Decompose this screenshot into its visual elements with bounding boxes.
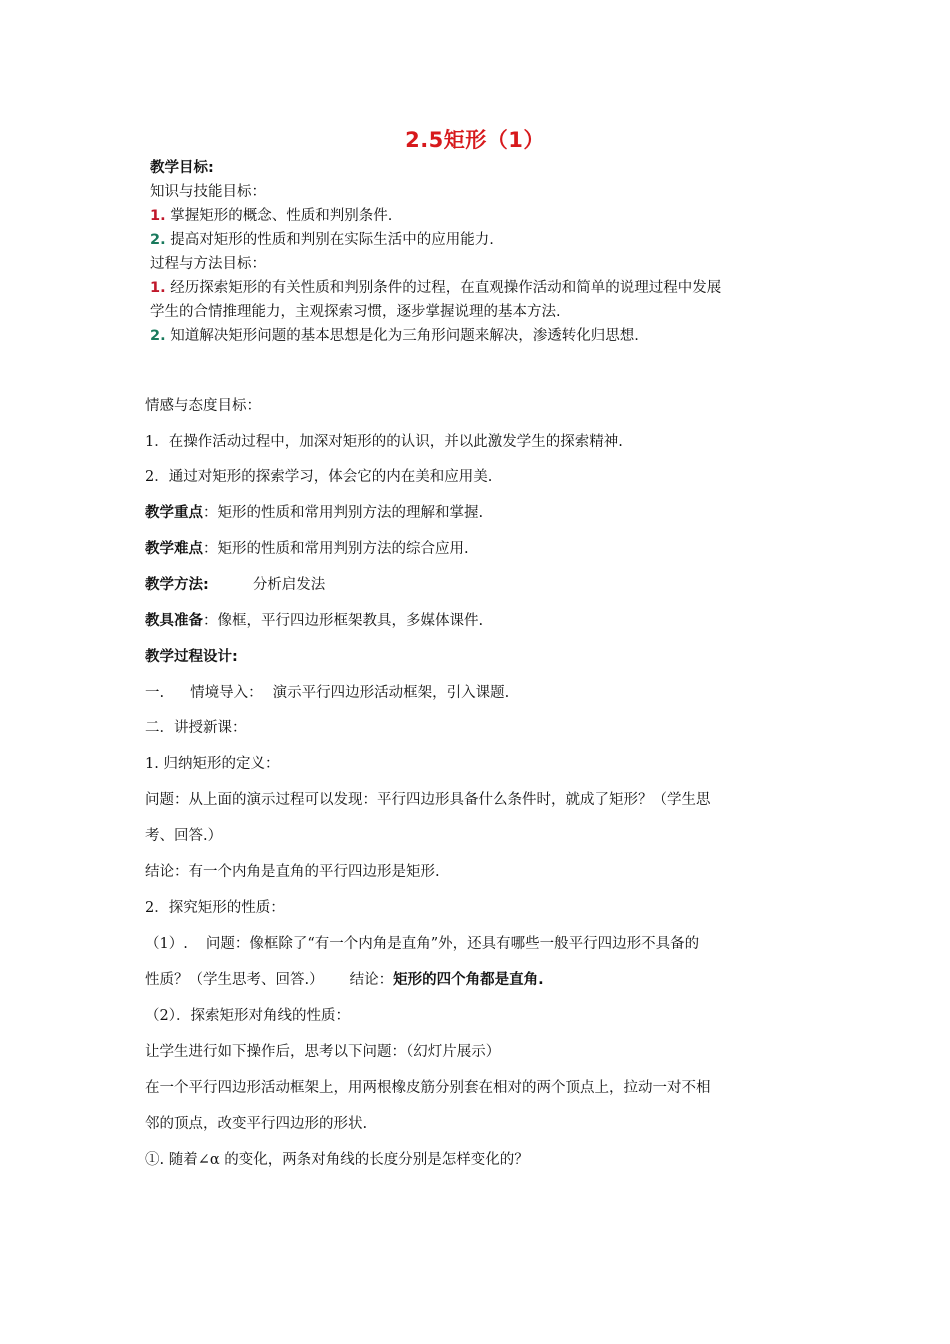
item-text: 知道解决矩形问题的基本思想是化为三角形问题来解决，渗透转化归思想. [170, 328, 639, 344]
property-1 [145, 932, 699, 953]
objectives-section [150, 156, 830, 348]
question-1: 问题：从上面的演示过程可以发现：平行四边形具备什么条件时，就成了矩形？（学生思 [145, 792, 711, 808]
question-1-continued: 考、回答.） [145, 828, 223, 844]
key-points-text: ：矩形的性质和常用判别方法的理解和掌握. [203, 505, 484, 521]
process-item [150, 324, 830, 348]
item-number: 1. [150, 208, 166, 224]
question-item-1: ①. 随着∠α 的变化，两条对角线的长度分别是怎样变化的？ [145, 1152, 529, 1168]
item-number: 1. [150, 280, 166, 296]
step-number: 一. [145, 685, 165, 701]
step-label: 情境导入： [190, 685, 263, 701]
item-text: 掌握矩形的概念、性质和判别条件. [170, 208, 393, 224]
item-number: 2. [150, 328, 166, 344]
property-conclusion-label: 结论： [349, 972, 394, 988]
step-2: 二．讲授新课： [145, 720, 247, 736]
process-heading: 教学过程设计: [145, 649, 238, 665]
step-1 [145, 681, 509, 702]
knowledge-item [150, 204, 830, 228]
property-question-cont: 性质？（学生思考、回答.） [145, 972, 324, 988]
tools-label: 教具准备 [145, 613, 203, 629]
teaching-tools [145, 609, 483, 630]
property-question: 问题：像框除了“有一个内角是直角”外，还具有哪些一般平行四边形不具备的 [205, 936, 700, 952]
difficulties-label: 教学难点 [145, 541, 203, 557]
subsection-1: 1. 归纳矩形的定义： [145, 756, 280, 772]
property-2-instruction: 让学生进行如下操作后，思考以下问题：（幻灯片展示） [145, 1044, 501, 1060]
method-text: 分析启发法 [252, 577, 326, 593]
key-points [145, 501, 483, 522]
difficulties [145, 537, 469, 558]
key-points-label: 教学重点 [145, 505, 203, 521]
item-text: 提高对矩形的性质和判别在实际生活中的应用能力. [170, 232, 494, 248]
property-conclusion: 矩形的四个角都是直角. [393, 972, 544, 988]
teaching-method [145, 573, 325, 594]
item-number: 2. [150, 232, 166, 248]
attitude-item: 1．在操作活动过程中，加深对矩形的的认识，并以此激发学生的探索精神. [145, 434, 623, 450]
method-label: 教学方法: [145, 577, 209, 593]
property-2: （2）．探索矩形对角线的性质： [145, 1008, 350, 1024]
property-2-description: 在一个平行四边形活动框架上，用两根橡皮筋分别套在相对的两个顶点上，拉动一对不相 [145, 1080, 711, 1096]
tools-text: ：像框，平行四边形框架教具，多媒体课件. [203, 613, 484, 629]
process-item [150, 276, 830, 300]
process-item-continued: 学生的合情推理能力，主观探索习惯，逐步掌握说理的基本方法. [150, 304, 561, 320]
process-heading: 过程与方法目标： [150, 256, 266, 272]
difficulties-text: ：矩形的性质和常用判别方法的综合应用. [203, 541, 469, 557]
property-number: （1）. [145, 936, 188, 952]
conclusion-1: 结论：有一个内角是直角的平行四边形是矩形. [145, 864, 440, 880]
step-text: 演示平行四边形活动框架，引入课题. [272, 685, 510, 701]
knowledge-heading: 知识与技能目标： [150, 184, 266, 200]
objectives-heading: 教学目标: [150, 160, 214, 176]
attitude-item: 2．通过对矩形的探索学习，体会它的内在美和应用美. [145, 469, 493, 485]
knowledge-item [150, 228, 830, 252]
attitude-heading: 情感与态度目标： [145, 398, 261, 414]
subsection-2: 2．探究矩形的性质： [145, 900, 285, 916]
property-2-description-continued: 邻的顶点，改变平行四边形的形状. [145, 1116, 368, 1132]
document-title: 2.5矩形（1） [405, 128, 545, 152]
item-text: 经历探索矩形的有关性质和判别条件的过程，在直观操作活动和简单的说理过程中发展 [170, 280, 722, 296]
property-1-continued [145, 968, 544, 989]
